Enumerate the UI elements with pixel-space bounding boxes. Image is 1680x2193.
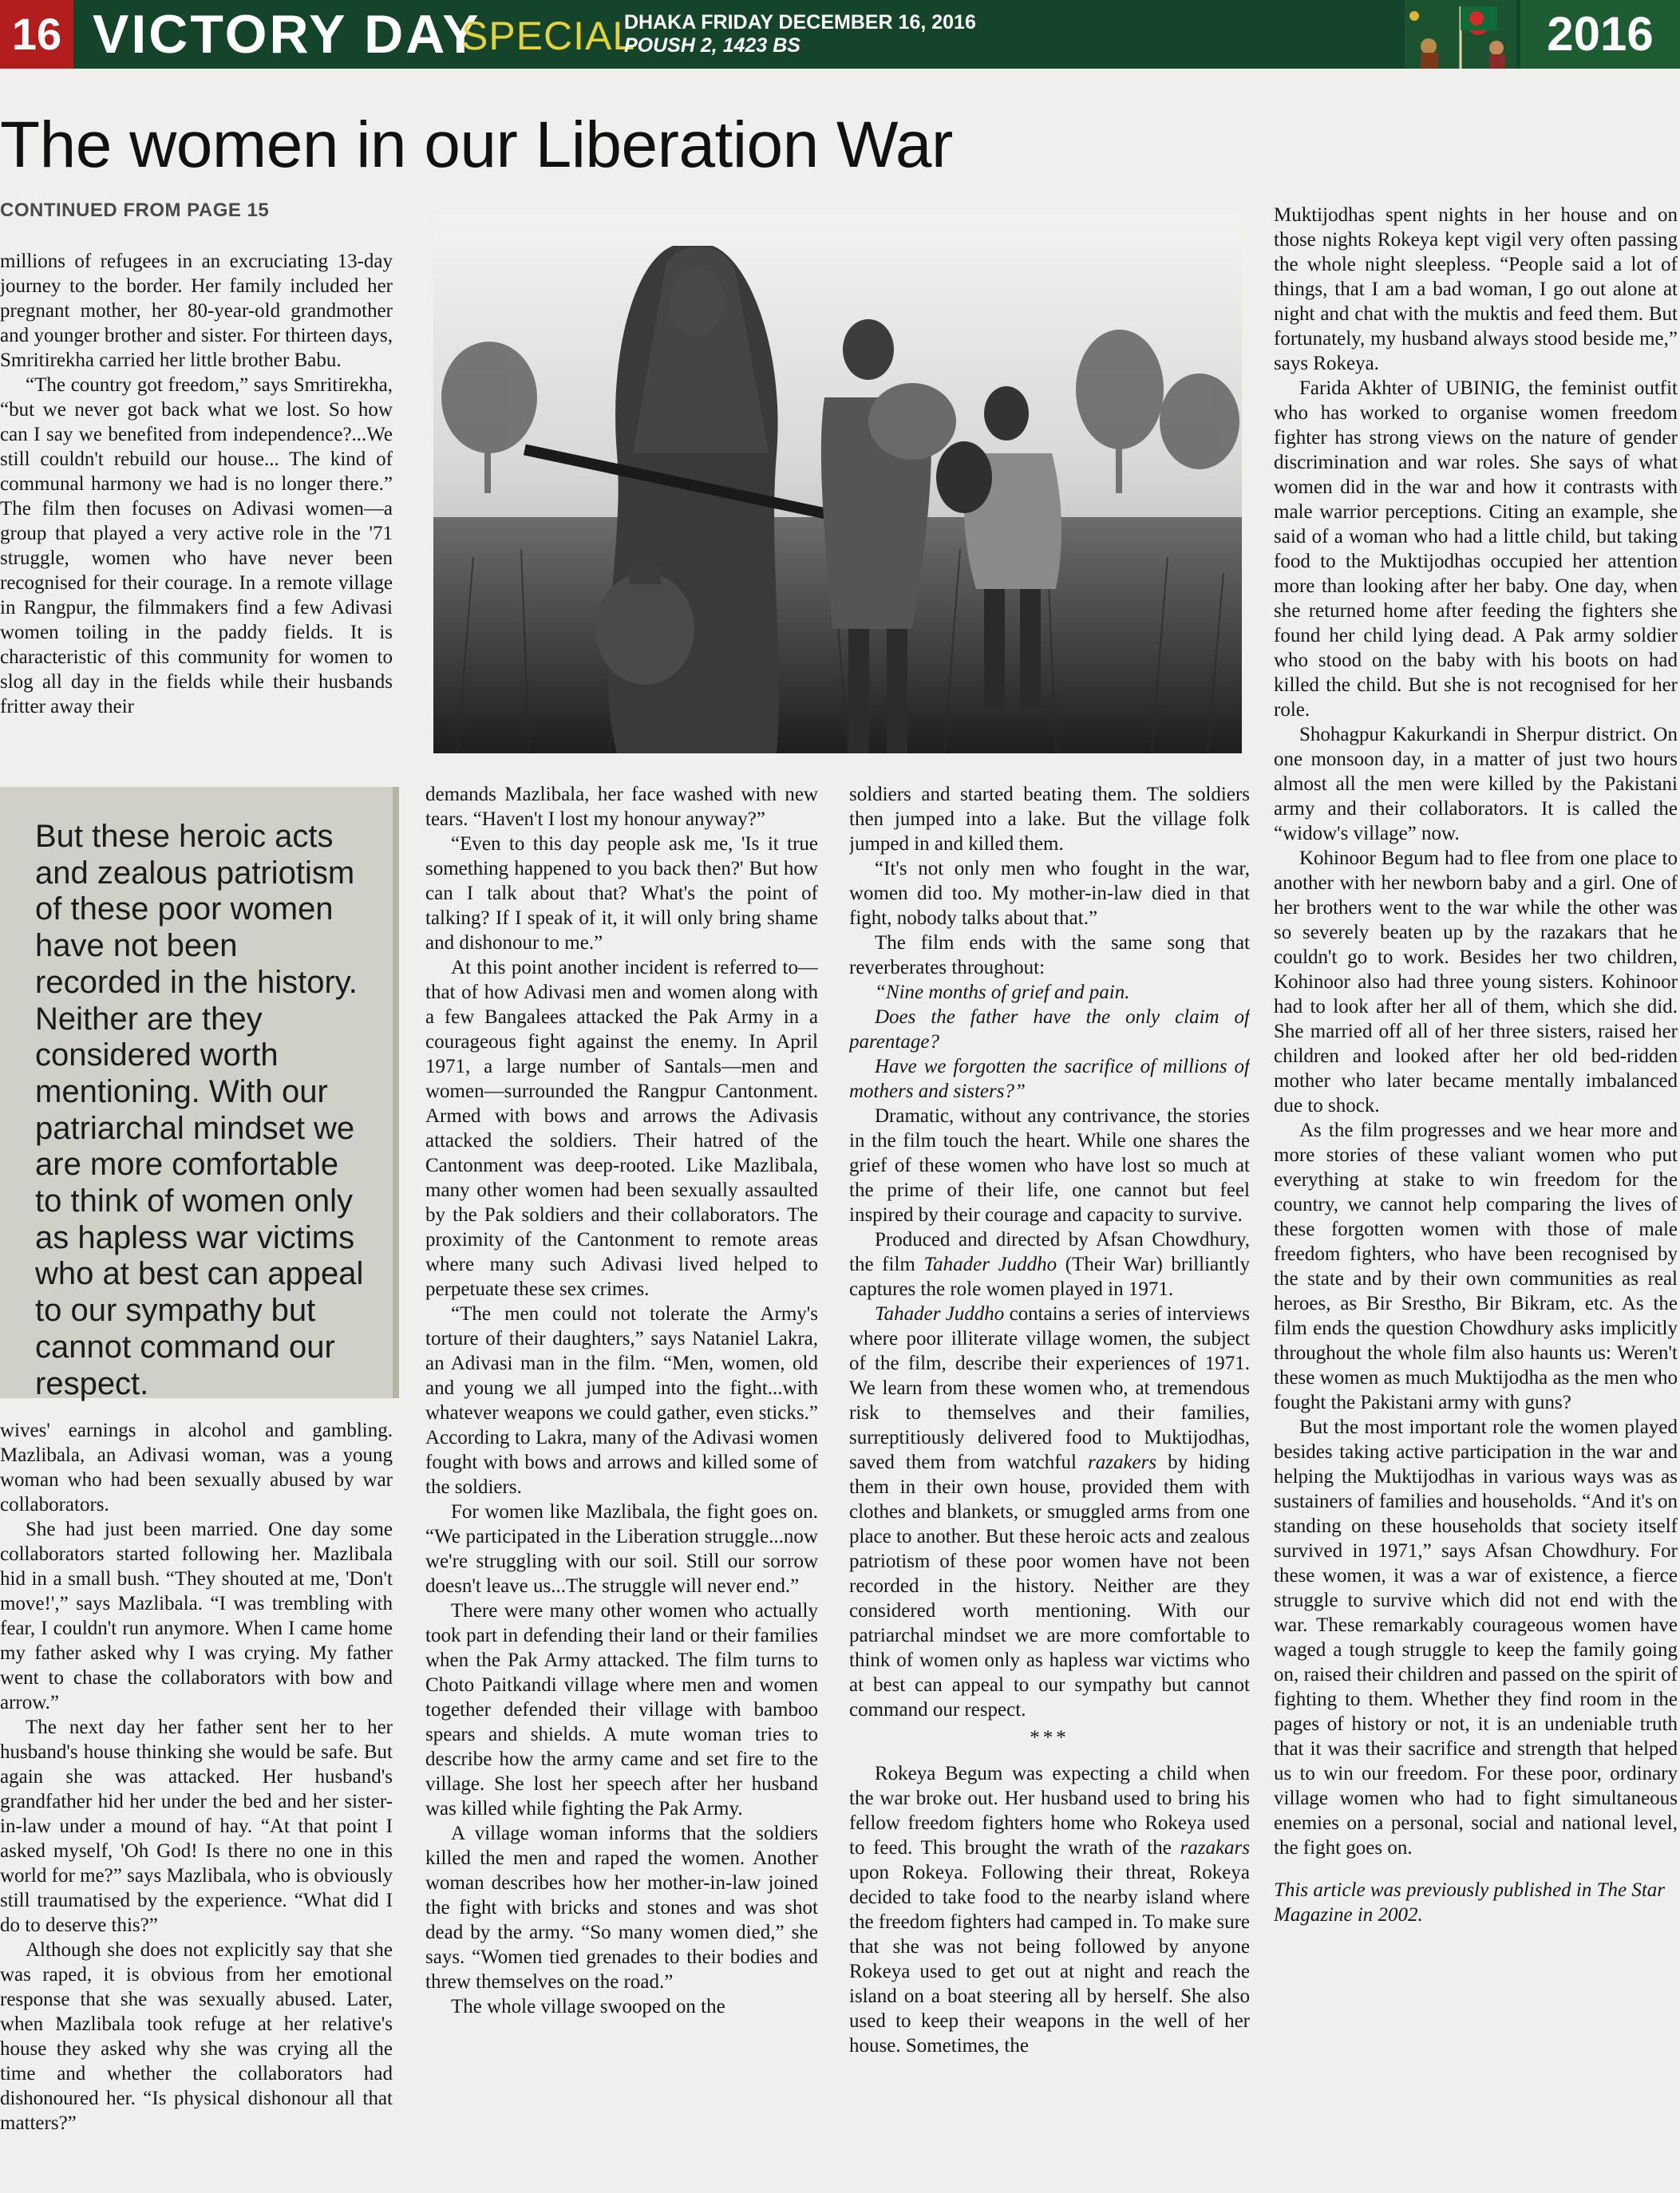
paragraph: Although she does not explicitly say that she was raped, it is obvious from her emotional response that she was sexually abused. Later, when Mazlibala took refuge at her relative's house they asked why she was crying all the time and whether the collaborators had dishonoured her. “Is physical dishonour all that matters?” [0, 1939, 393, 2134]
section-separator: *** [1030, 1727, 1069, 1748]
paragraph: wives' earnings in alcohol and gambling. Mazlibala, an Adivasi woman, was a young woman who had been sexually abused by war collaborators. [0, 1420, 393, 1515]
text-run: (Their War) brilliantly captures the role women played in 1971. [849, 1254, 1250, 1300]
paragraph: But the most important role the women played besides taking active participation in the war and helping the Muktijodhas in various ways was as sustainers of families and households. “And it's on standing on these households that society itself survived in 1971,” says Afsan Chowdhury. For these women, it was a war of existence, a fierce struggle to survive which did not end with the war. These remarkably courageous women have waged a tough struggle to keep the family going on, raised their children and passed on the spirit of fighting to them. Whether they find room in the pages of history or not, it is an undeniable truth that it was their sacrifice and strength that helped us to win our freedom. For these poor, ordinary village women who had to fight simultaneous enemies on a personal, social and national level, the fight goes on. [1274, 1417, 1678, 1859]
paragraph: The whole village swooped on the [451, 1996, 725, 2017]
article-photo [433, 214, 1242, 753]
paragraph [849, 1302, 1250, 1722]
publication-note: This article was previously published in The Star Magazine in 2002. [1274, 1879, 1666, 1926]
continued-from-label: CONTINUED FROM PAGE 15 [0, 200, 270, 221]
paragraph: At this point another incident is referred to—that of how Adivasi men and women along with a few Bangalees attacked the Pak Army in a courageous fight against the enemy. In April 1971, a large number of Santals—men and women—surrounded the Rangpur Cantonment. Armed with bows and arrows the Adivasis attacked the soldiers. Their hatred of the Cantonment was deep-rooted. Like Mazlibala, many other women had been sexually assaulted by the Pak soldiers and their collaborators. The proximity of the Cantonment to remote areas where many such Adivasi lived helped to perpetuate these sex crimes. [425, 957, 818, 1300]
paragraph: She had just been married. One day some collaborators started following her. Mazlibala hid in a small bush. “They shouted at me, 'Don't move!',” says Mazlibala. “I was trembling with fear, I couldn't run anymore. When I came home my father asked why I was crying. My father went to chase the collaborators with bow and arrow.” [0, 1519, 393, 1713]
pull-quote [0, 787, 399, 1401]
dateline-date: DHAKA FRIDAY DECEMBER 16, 2016 [624, 11, 976, 34]
paragraph [849, 1227, 1250, 1302]
term-razakers: razakers [1087, 1452, 1157, 1473]
paragraph: “Even to this day people ask me, 'Is it true something happened to you back then?' But how can I talk about that? What's the point of talking? If I speak of it, it will only bring shame and dishonour to me.” [425, 833, 818, 954]
paragraph: Farida Akhter of UBINIG, the feminist outfit who has worked to organise women freedom fighter has strong views on the nature of gender discrimination and war roles. She says of what women did in the war and how it contrasts with male warrior perceptions. Citing an example, she said of a woman who had a little child, but taking food to the Muktijodhas occupied her attention more than looking after her baby. One day, when she returned home after feeding the fighters she found her child lying dead. A Pak army soldier who stood on the baby with his boots on had killed the child. But she is not recognised for her role. [1274, 377, 1678, 721]
paragraph: “The men could not tolerate the Army's torture of their daughters,” says Nataniel Lakra, an Adivasi man in the film. “Men, women, old and young we all jumped into the fight...with whatever weapons we could gather, even sticks.” According to Lakra, many of the Adivasi women fought with bows and arrows and killed some of the soldiers. [425, 1303, 818, 1498]
song-lyric: Does the father have the only claim of parentage? [849, 1006, 1250, 1053]
paragraph: The next day her father sent her to her husband's house thinking she would be safe. But again she was attacked. Her husband's grandfather hid her under the bed and her sister-in-law under a mound of hay. “At that point I asked myself, 'Oh God! Is there no one in this world for me?” says Mazlibala, who is obviously still traumatised by the experience. “What did I do to deserve this?” [0, 1717, 393, 1936]
paragraph: soldiers and started beating them. The soldiers then jumped into a lake. But the village folk jumped in and killed them. [849, 784, 1250, 855]
dateline [624, 11, 976, 57]
paragraph: A village woman informs that the soldiers killed the men and raped the women. Another woman describes how her mother-in-law joined the fight with bricks and stones and was shot dead by the army. “So many women died,” she says. “Women tied grenades to their bodies and threw themselves on the road.” [425, 1823, 818, 1993]
section-special-label: SPECIAL [461, 14, 636, 58]
masthead-band [0, 0, 1680, 69]
pull-quote-text: But these heroic acts and zealous patriotism of these poor women have not been recorded in the history. Neither are they considered worth mentioning. With our patriarchal mindset we are more comfortable to think of women only as hapless war victims who at best can appeal to our sympathy but cannot command our respect. [35, 819, 364, 1401]
column-4 [1274, 203, 1678, 2193]
term-razakars: razakars [1180, 1837, 1250, 1859]
song-lyric: Have we forgotten the sacrifice of millions of mothers and sisters?” [849, 1056, 1250, 1102]
text-run: contains a series of interviews where poor illiterate village women, the subject of the film, describe their experiences of 1971. We learn from these women who, at tremendous risk to themselves and their families, surreptitiously delivered food to Muktijodhas, saved them from watchful [849, 1303, 1250, 1473]
column-1-top [0, 249, 393, 769]
text-run: Rokeya Begum was expecting a child when the war broke out. Her husband used to bring his fellow freedom fighters home who Rokeya used to feed. This brought the wrath of the [849, 1763, 1250, 1859]
paragraph: Kohinoor Begum had to flee from one place to another with her newborn baby and a girl. One of her brothers went to the war while the other was so severely beaten up by the razakars that he couldn't go to work. Besides her two children, Kohinoor also had three young sisters. Kohinoor had to look after her all of them, which she did. She married off all of her three sisters, raised her children and looked after her old bed-ridden mother who later became mentally imbalanced due to shock. [1274, 848, 1678, 1116]
village-women-photo-image [433, 214, 1242, 753]
paragraph: For women like Mazlibala, the fight goes on. “We participated in the Liberation struggle...now we're struggling with our soil. Still our sorrow doesn't leave us...The struggle will never end.” [425, 1501, 818, 1597]
paragraph: As the film progresses and we hear more and more stories of these valiant women who put everything at stake to win freedom for the country, we cannot help comparing the lives of these forgotten women with those of male freedom fighters, who have been recognised by the state and by their own communities as real heroes, as Bir Srestho, Bir Bikram, etc. As the film ends the question Chowdhury asks implicitly throughout the whole film also haunts us: Weren't these women as much Muktijodha as the men who fought the Pakistani army with guns? [1274, 1120, 1678, 1413]
paragraph: Dramatic, without any contrivance, the stories in the film touch the heart. While one shares the grief of these women who have lost so much at the prime of their life, one cannot but feel inspired by their courage and capacity to survive. [849, 1105, 1250, 1226]
film-title: Tahader Juddho [923, 1254, 1057, 1275]
text-run: upon Rokeya. Following their threat, Rokeya decided to take food to the nearby island where the freedom fighters had camped in. To make sure that she was not being followed by anyone Rokeya used to get out at night and reach the island on a boat steering all by herself. She also used to keep their weapons in the well of her house. Sometimes, the [849, 1862, 1250, 2057]
text-run: by hiding them in their own house, provided them with clothes and blankets, or smuggled arms from one place to another. But these heroic acts and zealous patriotism of these poor women have not been recorded in the history. Neither are they considered worth mentioning. With our patriarchal mindset we are more comfortable to think of women only as hapless war victims who at best can appeal to our sympathy but cannot command our respect. [849, 1452, 1250, 1721]
paragraph: Muktijodhas spent nights in her house and on those nights Rokeya kept vigil very often passing the whole night sleepless. “People said a lot of things, that I am a bad woman, I go out alone at night and chat with the muktis and feed them. But fortunately, my husband always stood beside me,” says Rokeya. [1274, 204, 1678, 374]
text-run: Produced and directed by Afsan Chowdhury, the film [849, 1229, 1250, 1275]
flag-illustration-icon [1405, 0, 1516, 69]
paragraph: millions of refugees in an excruciating 13-day journey to the border. Her family included her pregnant mother, her 80-year-old grandmother and younger brother and sister. For thirteen days, Smritirekha carried her little brother Babu. [0, 251, 393, 371]
column-2 [425, 782, 818, 2193]
paragraph: There were many other women who actually took part in defending their land or their families when the Pak Army attacked. The film turns to Choto Paitkandi village where men and women together defended their village with bamboo spears and shields. A mute woman tries to describe how the army came and set fire to the village. She lost her speech after her husband was killed while fighting the Pak Army. [425, 1600, 818, 1820]
paragraph: “It's not only men who fought in the war, women did too. My mother-in-law died in that fight, nobody talks about that.” [849, 858, 1250, 929]
paragraph: demands Mazlibala, her face washed with new tears. “Haven't I lost my honour anyway?” [425, 784, 818, 830]
paragraph [849, 1761, 1250, 2058]
paragraph: The film ends with the same song that reverberates throughout: [849, 932, 1250, 978]
page-number: 16 [0, 0, 73, 69]
section-title: VICTORY DAY [93, 4, 481, 65]
paragraph: “The country got freedom,” says Smritirekha, “but we never got back what we lost. So how can I say we benefited from independence?...We still couldn't rebuild our house... The kind of communal harmony we had is no longer there.” The film then focuses on Adivasi women—a group that played a very active role in the '71 struggle, women who have never been recognised for their courage. In a remote village in Rangpur, the filmmakers find a few Adivasi women toiling in the paddy fields. It is characteristic of this community for women to slog all day in the fields while their husbands fritter away their [0, 374, 393, 717]
column-3 [849, 782, 1250, 2193]
song-lyric: “Nine months of grief and pain. [875, 982, 1130, 1003]
column-1-bottom [0, 1418, 393, 2193]
paragraph: Shohagpur Kakurkandi in Sherpur district. On one monsoon day, in a matter of just two hours almost all the men were killed by the Pakistani army and their collaborators. It is called the “widow's village” now. [1274, 724, 1678, 844]
edition-year: 2016 [1520, 0, 1680, 69]
dateline-bengali-date: POUSH 2, 1423 BS [624, 34, 800, 57]
film-title: Tahader Juddho [875, 1303, 1005, 1325]
article-headline: The women in our Liberation War [0, 109, 953, 181]
